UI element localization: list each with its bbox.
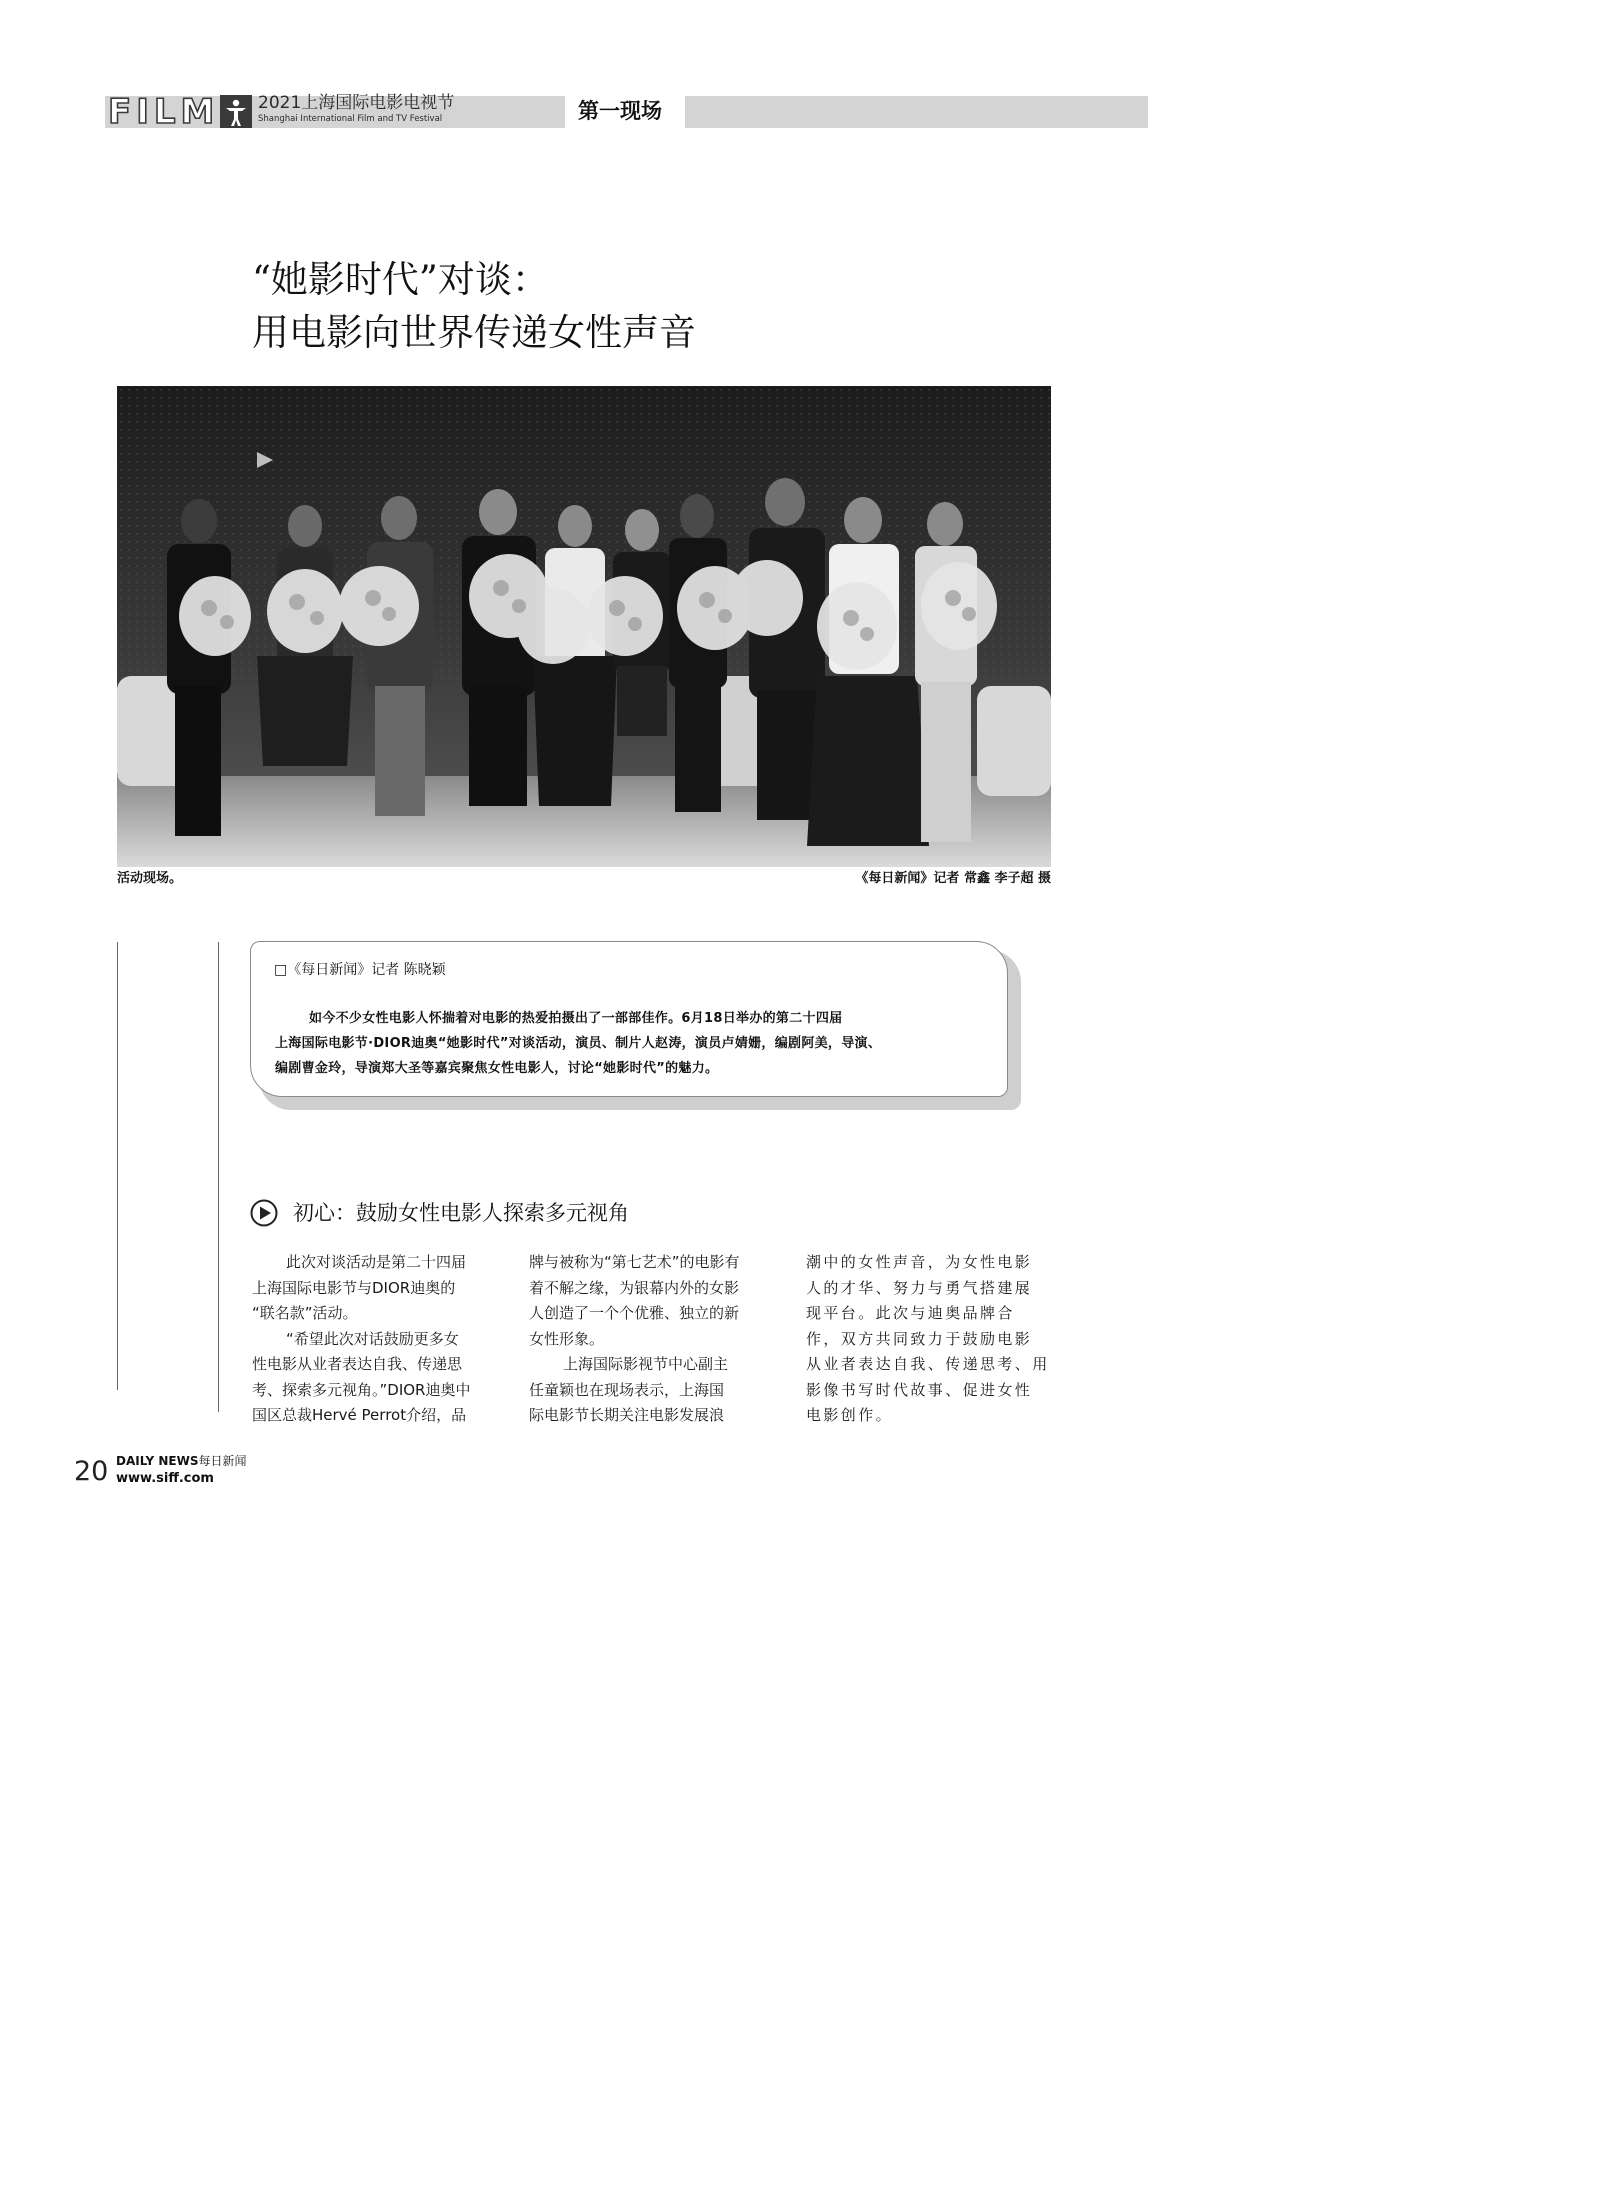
body-line: 着不解之缘，为银幕内外的女影 (529, 1278, 740, 1297)
body-line: 考、探索多元视角。”DIOR迪奥中 (252, 1380, 471, 1399)
footer-brand-cn: 每日新闻 (198, 1454, 247, 1468)
body-line: 女性形象。 (529, 1329, 605, 1348)
body-line: 牌与被称为“第七艺术”的电影有 (529, 1253, 740, 1271)
play-circle-icon (250, 1199, 278, 1227)
body-line: 作，双方共同致力于鼓励电影 (806, 1329, 1033, 1348)
body-line: 性电影从业者表达自我、传递思 (252, 1355, 463, 1373)
event-photo (117, 386, 1051, 867)
body-line: 人创造了一个个优雅、独立的新 (529, 1304, 740, 1322)
body-line: 电影创作。 (806, 1406, 894, 1424)
body-line: 上海国际电影节与DIOR迪奥的 (252, 1278, 456, 1297)
body-column-3 (806, 1250, 1052, 1429)
article-title-line2: 用电影向世界传递女性声音 (252, 311, 696, 354)
intro-line: 编剧曹金玲，导演郑大圣等嘉宾聚焦女性电影人，讨论“她影时代”的魅力。 (275, 1061, 719, 1076)
body-line: 任童颖也在现场表示，上海国 (529, 1380, 725, 1399)
byline: □《每日新闻》记者 陈晓颖 (274, 962, 446, 978)
footer-url: www.siff.com (116, 1471, 214, 1486)
festival-logo-icon (220, 95, 252, 128)
body-line: 际电影节长期关注电影发展浪 (529, 1406, 725, 1424)
body-line: “希望此次对话鼓励更多女 (286, 1329, 459, 1348)
column-divider-rule (218, 942, 219, 1412)
festival-name-en: Shanghai International Film and TV Festival (258, 114, 443, 124)
left-margin-rule (117, 942, 118, 1390)
body-line: 从业者表达自我、传递思考、用 (806, 1355, 1050, 1373)
intro-line: 如今不少女性电影人怀揣着对电影的热爱拍摄出了一部部佳作。6月18日举办的第二十四届 (309, 1011, 843, 1026)
intro-paragraph (275, 1006, 997, 1081)
festival-name-cn: 2021上海国际电影电视节 (258, 93, 455, 113)
photo-caption: 活动现场。 (117, 871, 183, 886)
body-line: 现平台。此次与迪奥品牌合 (806, 1304, 1015, 1322)
body-line: 此次对谈活动是第二十四届 (286, 1253, 467, 1271)
photo-credit: 《每日新闻》记者 常鑫 李子超 摄 (855, 871, 1051, 886)
body-line: 上海国际影视节中心副主 (563, 1355, 729, 1373)
section-subheading: 初心：鼓励女性电影人探索多元视角 (293, 1201, 629, 1225)
page-number: 20 (74, 1456, 109, 1487)
body-line: 潮中的女性声音，为女性电影 (806, 1253, 1033, 1271)
article-title-line1: “她影时代”对谈： (252, 258, 549, 301)
film-wordmark: FILM (108, 92, 220, 132)
body-line: “联名款”活动。 (252, 1304, 358, 1322)
section-label: 第一现场 (578, 99, 662, 123)
body-line: 人的才华、努力与勇气搭建展 (806, 1278, 1033, 1297)
footer-brand (116, 1454, 247, 1469)
header-bar-right (685, 96, 1148, 128)
footer-brand-en: DAILY NEWS (116, 1454, 199, 1468)
body-column-2 (529, 1250, 775, 1429)
body-line: 影像书写时代故事、促进女性 (806, 1380, 1033, 1399)
intro-line: 上海国际电影节·DIOR迪奥“她影时代”对谈活动，演员、制片人赵涛，演员卢婧姗，编剧阿美，导演、 (275, 1036, 882, 1051)
body-line: 国区总裁Hervé Perrot介绍，品 (252, 1406, 467, 1424)
body-column-1 (252, 1250, 496, 1429)
